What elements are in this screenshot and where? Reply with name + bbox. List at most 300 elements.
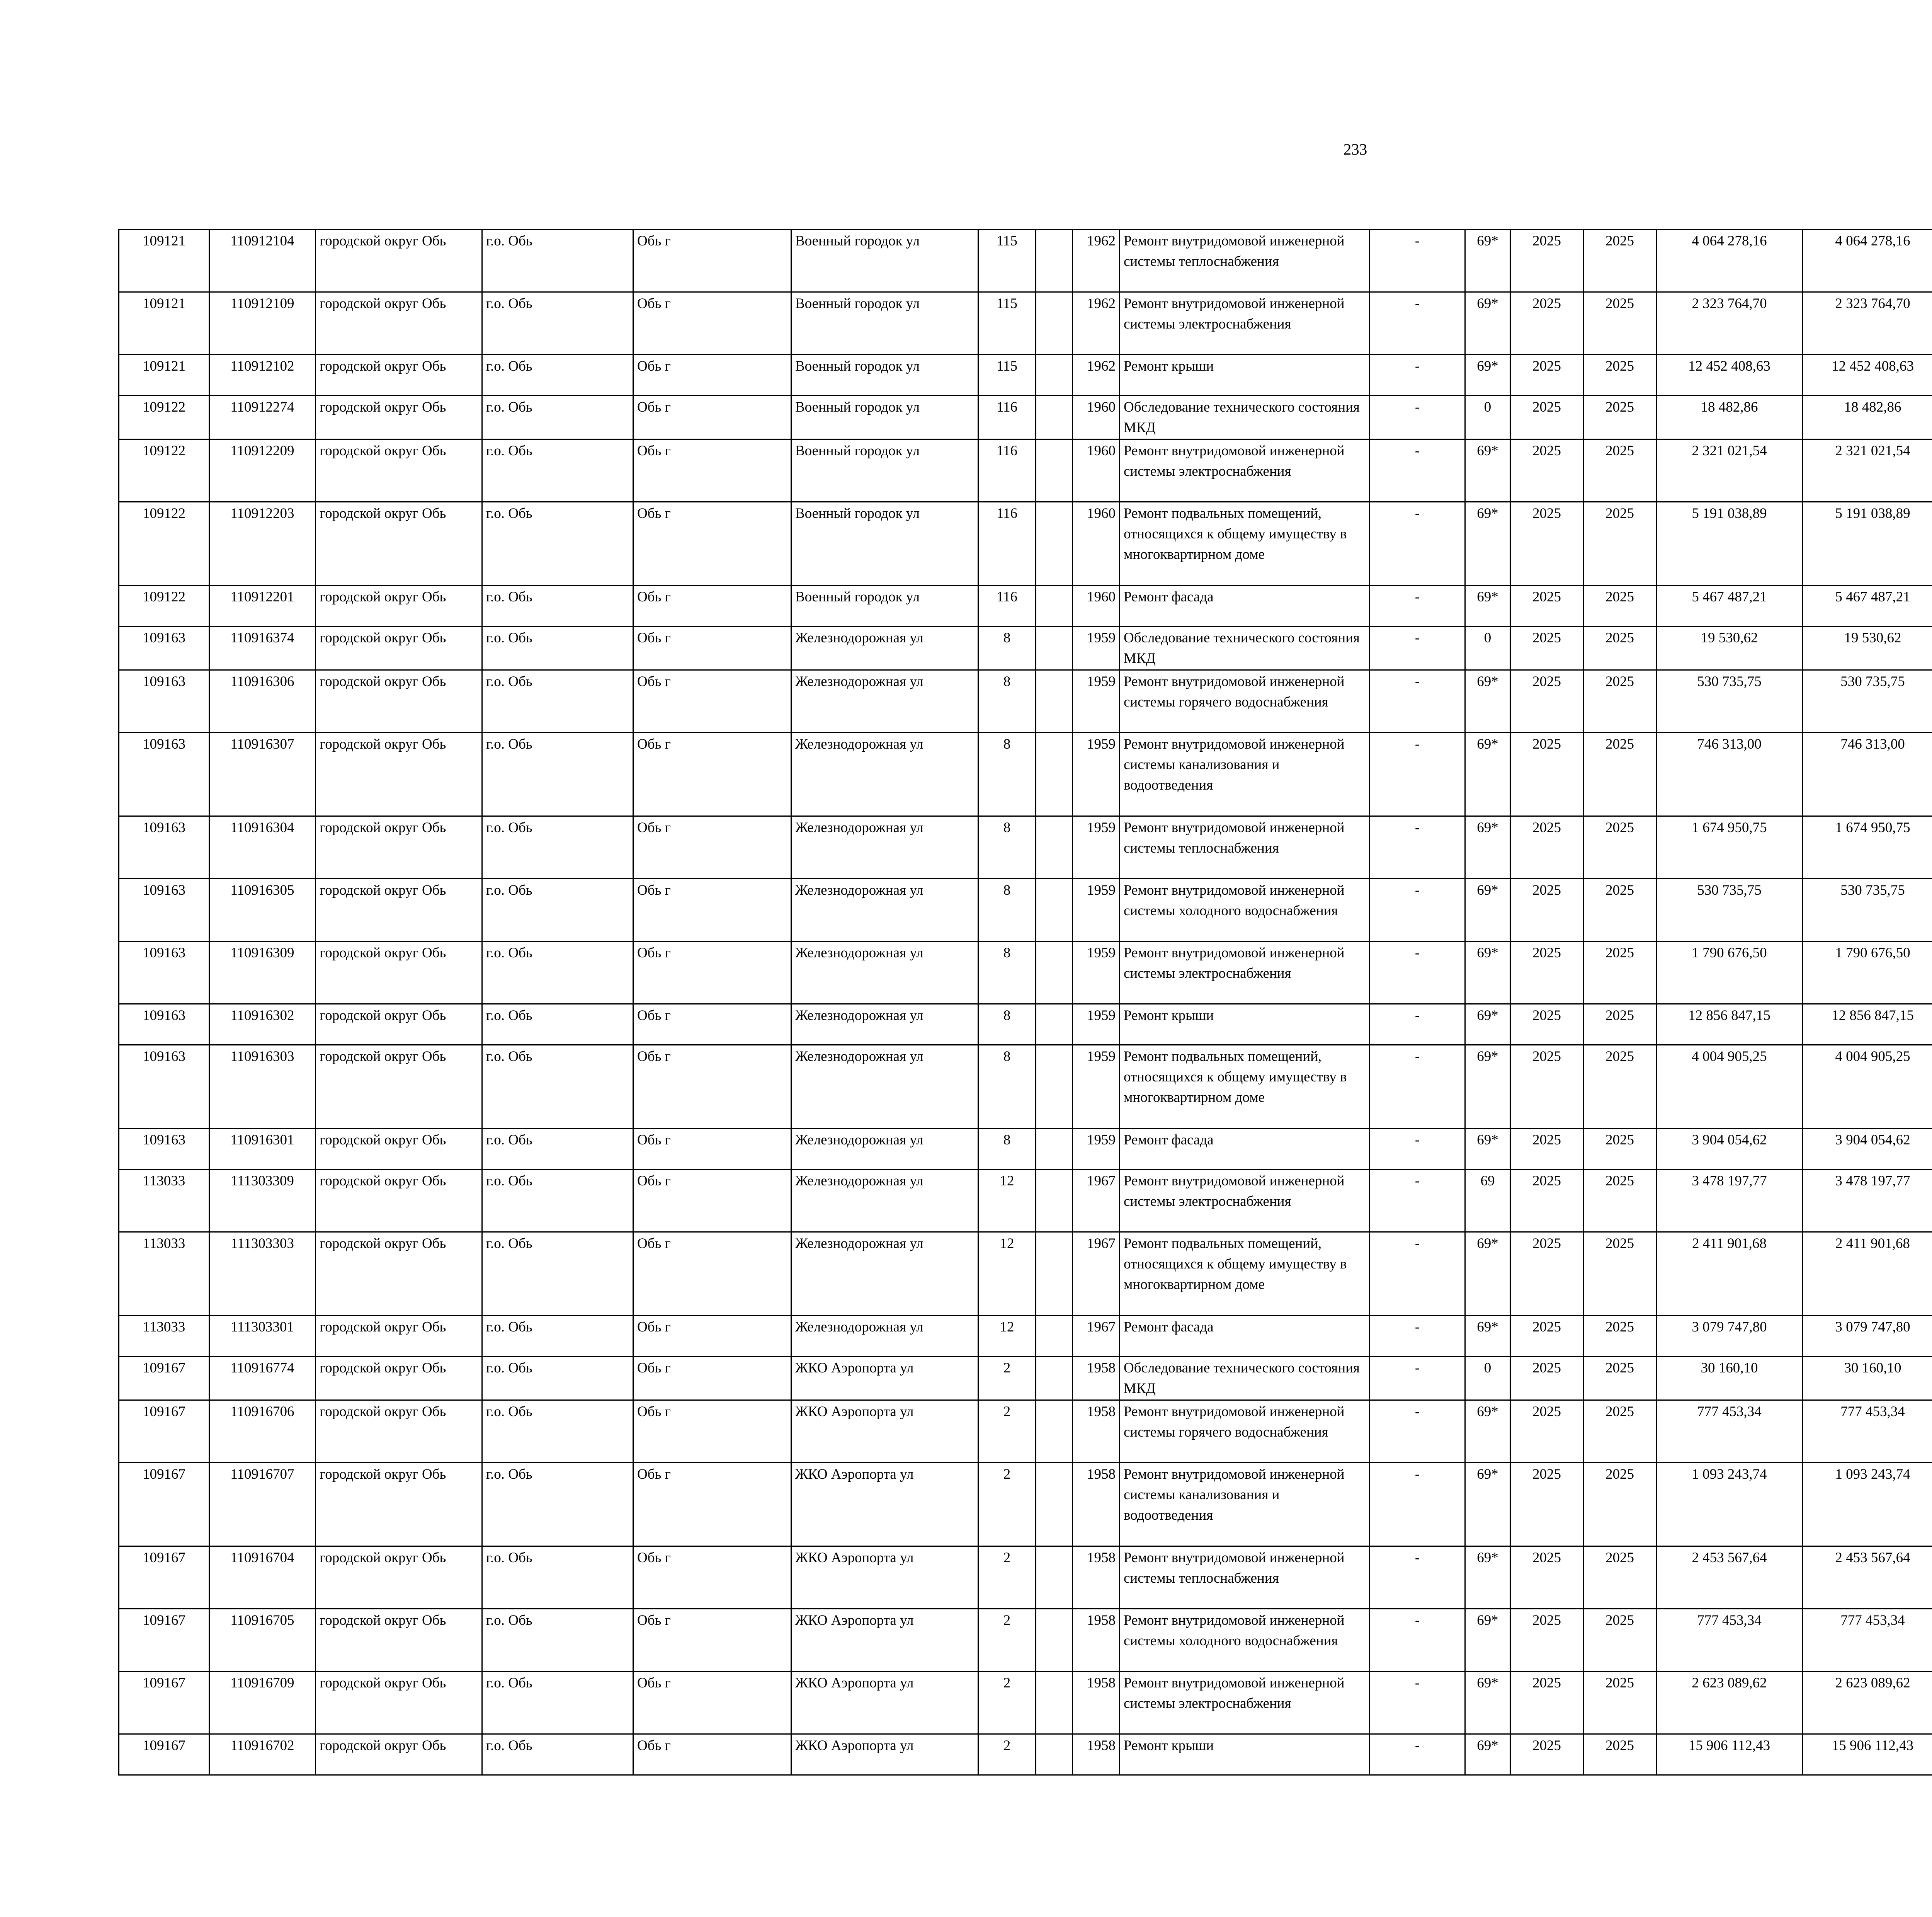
cell-municipality: городской округ Обь (316, 502, 482, 586)
cell-cost-fund: 2 321 021,54 (1803, 439, 1932, 502)
cell-year-from: 2025 (1510, 1004, 1583, 1045)
cell-cost-fund: 746 313,00 (1803, 733, 1932, 816)
cell-reg-id: 109167 (119, 1400, 209, 1463)
cell-dash: - (1370, 1734, 1465, 1775)
cell-dash: - (1370, 292, 1465, 355)
cell-year-from: 2025 (1510, 1129, 1583, 1170)
cell-cost-fund: 19 530,62 (1803, 627, 1932, 670)
cell-reg-id: 113033 (119, 1232, 209, 1316)
cell-year-to: 2025 (1583, 1357, 1656, 1400)
cell-code: 110916307 (209, 733, 316, 816)
cell-work-type: Обследование технического состояния МКД (1120, 627, 1370, 670)
cell-work-type: Ремонт внутридомовой инженерной системы теплоснабжения (1120, 230, 1370, 292)
cell-municipality-short: г.о. Обь (482, 733, 633, 816)
cell-wear: 69* (1465, 1232, 1510, 1316)
cell-house: 116 (978, 502, 1036, 586)
cell-year-built: 1958 (1073, 1400, 1120, 1463)
cell-building (1036, 627, 1073, 670)
cell-cost: 746 313,00 (1656, 733, 1803, 816)
table-row (119, 879, 1932, 941)
cell-municipality: городской округ Обь (316, 439, 482, 502)
cell-locality: Обь г (633, 439, 791, 502)
cell-building (1036, 1004, 1073, 1045)
cell-cost-fund: 3 079 747,80 (1803, 1316, 1932, 1357)
cell-locality: Обь г (633, 1170, 791, 1232)
cell-work-type: Ремонт крыши (1120, 355, 1370, 396)
cell-year-built: 1960 (1073, 396, 1120, 439)
cell-code: 110916706 (209, 1400, 316, 1463)
cell-wear: 69* (1465, 733, 1510, 816)
cell-wear: 69* (1465, 586, 1510, 627)
cell-building (1036, 1316, 1073, 1357)
cell-locality: Обь г (633, 1004, 791, 1045)
cell-year-built: 1959 (1073, 1129, 1120, 1170)
cell-street: Военный городок ул (791, 396, 978, 439)
cell-street: ЖКО Аэропорта ул (791, 1734, 978, 1775)
cell-year-from: 2025 (1510, 1609, 1583, 1672)
cell-building (1036, 292, 1073, 355)
cell-municipality-short: г.о. Обь (482, 941, 633, 1004)
cell-work-type: Ремонт крыши (1120, 1004, 1370, 1045)
cell-year-to: 2025 (1583, 670, 1656, 733)
cell-cost-fund: 4 004 905,25 (1803, 1045, 1932, 1129)
table-body (119, 230, 1932, 1775)
cell-year-from: 2025 (1510, 816, 1583, 879)
cell-building (1036, 1463, 1073, 1546)
cell-municipality: городской округ Обь (316, 355, 482, 396)
cell-dash: - (1370, 396, 1465, 439)
cell-code: 110912201 (209, 586, 316, 627)
cell-year-from: 2025 (1510, 502, 1583, 586)
cell-house: 2 (978, 1672, 1036, 1734)
cell-municipality-short: г.о. Обь (482, 439, 633, 502)
cell-municipality-short: г.о. Обь (482, 816, 633, 879)
cell-year-built: 1960 (1073, 586, 1120, 627)
cell-cost-fund: 2 323 764,70 (1803, 292, 1932, 355)
cell-dash: - (1370, 355, 1465, 396)
cell-year-built: 1959 (1073, 879, 1120, 941)
cell-reg-id: 109163 (119, 1045, 209, 1129)
cell-year-from: 2025 (1510, 396, 1583, 439)
cell-wear: 69* (1465, 502, 1510, 586)
cell-reg-id: 109122 (119, 586, 209, 627)
cell-dash: - (1370, 230, 1465, 292)
cell-dash: - (1370, 627, 1465, 670)
cell-municipality-short: г.о. Обь (482, 1316, 633, 1357)
cell-cost: 3 904 054,62 (1656, 1129, 1803, 1170)
cell-building (1036, 1232, 1073, 1316)
cell-cost-fund: 2 411 901,68 (1803, 1232, 1932, 1316)
cell-street: Железнодорожная ул (791, 1129, 978, 1170)
cell-building (1036, 1357, 1073, 1400)
cell-year-from: 2025 (1510, 1546, 1583, 1609)
cell-wear: 69* (1465, 439, 1510, 502)
cell-year-from: 2025 (1510, 1734, 1583, 1775)
cell-work-type: Ремонт внутридомовой инженерной системы электроснабжения (1120, 1672, 1370, 1734)
cell-code: 110912109 (209, 292, 316, 355)
cell-year-to: 2025 (1583, 733, 1656, 816)
cell-building (1036, 1400, 1073, 1463)
cell-locality: Обь г (633, 502, 791, 586)
cell-year-from: 2025 (1510, 1672, 1583, 1734)
cell-year-from: 2025 (1510, 1357, 1583, 1400)
cell-house: 8 (978, 1045, 1036, 1129)
table-row (119, 1129, 1932, 1170)
cell-year-to: 2025 (1583, 230, 1656, 292)
cell-building (1036, 733, 1073, 816)
cell-year-from: 2025 (1510, 355, 1583, 396)
cell-cost: 4 004 905,25 (1656, 1045, 1803, 1129)
cell-municipality: городской округ Обь (316, 941, 482, 1004)
cell-cost: 2 453 567,64 (1656, 1546, 1803, 1609)
cell-reg-id: 109167 (119, 1357, 209, 1400)
cell-wear: 69* (1465, 1672, 1510, 1734)
cell-code: 110916304 (209, 816, 316, 879)
cell-cost-fund: 4 064 278,16 (1803, 230, 1932, 292)
cell-municipality: городской округ Обь (316, 1316, 482, 1357)
cell-cost: 30 160,10 (1656, 1357, 1803, 1400)
table-row (119, 396, 1932, 439)
cell-house: 8 (978, 1004, 1036, 1045)
table-row (119, 1170, 1932, 1232)
cell-street: Военный городок ул (791, 292, 978, 355)
cell-dash: - (1370, 1316, 1465, 1357)
cell-wear: 69* (1465, 1734, 1510, 1775)
cell-municipality-short: г.о. Обь (482, 355, 633, 396)
table-row (119, 1672, 1932, 1734)
cell-street: ЖКО Аэропорта ул (791, 1463, 978, 1546)
cell-year-from: 2025 (1510, 1045, 1583, 1129)
cell-cost-fund: 1 790 676,50 (1803, 941, 1932, 1004)
cell-dash: - (1370, 816, 1465, 879)
cell-cost: 2 321 021,54 (1656, 439, 1803, 502)
cell-dash: - (1370, 1546, 1465, 1609)
cell-dash: - (1370, 941, 1465, 1004)
cell-cost-fund: 530 735,75 (1803, 879, 1932, 941)
cell-house: 12 (978, 1316, 1036, 1357)
cell-code: 110916705 (209, 1609, 316, 1672)
cell-cost: 530 735,75 (1656, 879, 1803, 941)
cell-municipality: городской округ Обь (316, 230, 482, 292)
table-row (119, 1546, 1932, 1609)
table-row (119, 1357, 1932, 1400)
cell-cost: 3 478 197,77 (1656, 1170, 1803, 1232)
cell-year-built: 1960 (1073, 439, 1120, 502)
table-row (119, 439, 1932, 502)
cell-code: 110912104 (209, 230, 316, 292)
cell-wear: 69* (1465, 1546, 1510, 1609)
cell-wear: 69* (1465, 1129, 1510, 1170)
cell-cost: 5 191 038,89 (1656, 502, 1803, 586)
cell-work-type: Ремонт внутридомовой инженерной системы канализования и водоотведения (1120, 1463, 1370, 1546)
cell-street: Военный городок ул (791, 502, 978, 586)
cell-reg-id: 109163 (119, 627, 209, 670)
cell-cost-fund: 777 453,34 (1803, 1400, 1932, 1463)
table-row (119, 733, 1932, 816)
cell-reg-id: 109121 (119, 355, 209, 396)
cell-reg-id: 109163 (119, 1129, 209, 1170)
cell-house: 8 (978, 941, 1036, 1004)
cell-wear: 69* (1465, 1463, 1510, 1546)
cell-year-built: 1959 (1073, 941, 1120, 1004)
cell-work-type: Ремонт внутридомовой инженерной системы электроснабжения (1120, 941, 1370, 1004)
cell-wear: 69* (1465, 1004, 1510, 1045)
cell-reg-id: 109122 (119, 439, 209, 502)
cell-house: 116 (978, 586, 1036, 627)
cell-work-type: Ремонт внутридомовой инженерной системы горячего водоснабжения (1120, 670, 1370, 733)
cell-municipality: городской округ Обь (316, 1129, 482, 1170)
cell-dash: - (1370, 1463, 1465, 1546)
table-row (119, 670, 1932, 733)
cell-house: 2 (978, 1357, 1036, 1400)
cell-building (1036, 941, 1073, 1004)
cell-year-to: 2025 (1583, 1170, 1656, 1232)
cell-municipality: городской округ Обь (316, 1546, 482, 1609)
table-row (119, 1400, 1932, 1463)
cell-locality: Обь г (633, 1672, 791, 1734)
cell-year-to: 2025 (1583, 439, 1656, 502)
cell-reg-id: 109163 (119, 670, 209, 733)
cell-locality: Обь г (633, 627, 791, 670)
cell-wear: 69* (1465, 1609, 1510, 1672)
cell-street: Железнодорожная ул (791, 1170, 978, 1232)
cell-year-from: 2025 (1510, 733, 1583, 816)
table-row (119, 355, 1932, 396)
cell-year-to: 2025 (1583, 586, 1656, 627)
cell-code: 111303301 (209, 1316, 316, 1357)
table-row (119, 816, 1932, 879)
cell-dash: - (1370, 733, 1465, 816)
cell-municipality: городской округ Обь (316, 670, 482, 733)
cell-street: Железнодорожная ул (791, 941, 978, 1004)
cell-work-type: Ремонт внутридомовой инженерной системы теплоснабжения (1120, 816, 1370, 879)
cell-wear: 69* (1465, 879, 1510, 941)
cell-year-built: 1960 (1073, 502, 1120, 586)
cell-year-built: 1958 (1073, 1609, 1120, 1672)
cell-house: 115 (978, 230, 1036, 292)
cell-reg-id: 109167 (119, 1734, 209, 1775)
cell-municipality-short: г.о. Обь (482, 1129, 633, 1170)
cell-dash: - (1370, 879, 1465, 941)
cell-year-built: 1958 (1073, 1734, 1120, 1775)
cell-locality: Обь г (633, 1129, 791, 1170)
cell-building (1036, 1672, 1073, 1734)
cell-cost-fund: 777 453,34 (1803, 1609, 1932, 1672)
cell-house: 2 (978, 1609, 1036, 1672)
cell-municipality: городской округ Обь (316, 1357, 482, 1400)
cell-wear: 69* (1465, 670, 1510, 733)
cell-street: Военный городок ул (791, 586, 978, 627)
cell-house: 2 (978, 1546, 1036, 1609)
table-row (119, 1316, 1932, 1357)
cell-work-type: Обследование технического состояния МКД (1120, 1357, 1370, 1400)
cell-dash: - (1370, 1232, 1465, 1316)
cell-street: Железнодорожная ул (791, 1045, 978, 1129)
cell-year-built: 1967 (1073, 1316, 1120, 1357)
cell-cost-fund: 2 453 567,64 (1803, 1546, 1932, 1609)
cell-year-to: 2025 (1583, 1672, 1656, 1734)
cell-reg-id: 109167 (119, 1463, 209, 1546)
cell-municipality: городской округ Обь (316, 1045, 482, 1129)
cell-cost: 777 453,34 (1656, 1400, 1803, 1463)
cell-year-to: 2025 (1583, 941, 1656, 1004)
cell-cost: 3 079 747,80 (1656, 1316, 1803, 1357)
cell-cost-fund: 3 478 197,77 (1803, 1170, 1932, 1232)
cell-wear: 69* (1465, 1400, 1510, 1463)
cell-year-from: 2025 (1510, 1170, 1583, 1232)
table-row (119, 586, 1932, 627)
cell-cost-fund: 18 482,86 (1803, 396, 1932, 439)
cell-year-built: 1962 (1073, 355, 1120, 396)
cell-building (1036, 1609, 1073, 1672)
cell-year-to: 2025 (1583, 1546, 1656, 1609)
cell-street: Железнодорожная ул (791, 879, 978, 941)
table-row (119, 292, 1932, 355)
cell-year-from: 2025 (1510, 1232, 1583, 1316)
cell-locality: Обь г (633, 1232, 791, 1316)
cell-dash: - (1370, 1004, 1465, 1045)
cell-year-from: 2025 (1510, 292, 1583, 355)
cell-municipality-short: г.о. Обь (482, 879, 633, 941)
cell-reg-id: 113033 (119, 1170, 209, 1232)
cell-house: 2 (978, 1734, 1036, 1775)
cell-house: 116 (978, 396, 1036, 439)
cell-work-type: Ремонт фасада (1120, 1129, 1370, 1170)
cell-year-to: 2025 (1583, 879, 1656, 941)
cell-cost: 4 064 278,16 (1656, 230, 1803, 292)
capital-repair-table (118, 229, 1932, 1776)
cell-street: Железнодорожная ул (791, 1004, 978, 1045)
cell-municipality: городской округ Обь (316, 1400, 482, 1463)
cell-reg-id: 109167 (119, 1672, 209, 1734)
cell-municipality: городской округ Обь (316, 1232, 482, 1316)
cell-house: 115 (978, 292, 1036, 355)
cell-street: ЖКО Аэропорта ул (791, 1400, 978, 1463)
cell-reg-id: 109121 (119, 230, 209, 292)
cell-year-built: 1959 (1073, 627, 1120, 670)
cell-work-type: Ремонт внутридомовой инженерной системы электроснабжения (1120, 1170, 1370, 1232)
table-row (119, 1463, 1932, 1546)
cell-work-type: Ремонт внутридомовой инженерной системы горячего водоснабжения (1120, 1400, 1370, 1463)
cell-year-built: 1962 (1073, 230, 1120, 292)
cell-reg-id: 109163 (119, 879, 209, 941)
cell-code: 110916702 (209, 1734, 316, 1775)
cell-cost-fund: 1 093 243,74 (1803, 1463, 1932, 1546)
cell-municipality: городской округ Обь (316, 816, 482, 879)
cell-work-type: Обследование технического состояния МКД (1120, 396, 1370, 439)
cell-dash: - (1370, 1609, 1465, 1672)
cell-code: 110912102 (209, 355, 316, 396)
cell-municipality-short: г.о. Обь (482, 1045, 633, 1129)
cell-municipality-short: г.о. Обь (482, 1400, 633, 1463)
cell-building (1036, 502, 1073, 586)
cell-street: ЖКО Аэропорта ул (791, 1357, 978, 1400)
cell-dash: - (1370, 1672, 1465, 1734)
cell-year-from: 2025 (1510, 879, 1583, 941)
cell-year-built: 1958 (1073, 1546, 1120, 1609)
cell-year-to: 2025 (1583, 1734, 1656, 1775)
cell-work-type: Ремонт внутридомовой инженерной системы электроснабжения (1120, 292, 1370, 355)
cell-cost-fund: 3 904 054,62 (1803, 1129, 1932, 1170)
cell-year-from: 2025 (1510, 586, 1583, 627)
cell-house: 8 (978, 627, 1036, 670)
cell-code: 110916301 (209, 1129, 316, 1170)
cell-locality: Обь г (633, 879, 791, 941)
cell-locality: Обь г (633, 670, 791, 733)
cell-code: 111303309 (209, 1170, 316, 1232)
cell-house: 12 (978, 1232, 1036, 1316)
cell-building (1036, 355, 1073, 396)
cell-year-built: 1959 (1073, 1045, 1120, 1129)
cell-building (1036, 1045, 1073, 1129)
cell-locality: Обь г (633, 1546, 791, 1609)
cell-municipality-short: г.о. Обь (482, 230, 633, 292)
cell-cost: 12 856 847,15 (1656, 1004, 1803, 1045)
cell-year-from: 2025 (1510, 439, 1583, 502)
cell-dash: - (1370, 670, 1465, 733)
cell-code: 111303303 (209, 1232, 316, 1316)
cell-year-to: 2025 (1583, 627, 1656, 670)
cell-year-built: 1962 (1073, 292, 1120, 355)
cell-cost: 1 674 950,75 (1656, 816, 1803, 879)
cell-code: 110916374 (209, 627, 316, 670)
cell-reg-id: 109167 (119, 1609, 209, 1672)
cell-cost: 1 093 243,74 (1656, 1463, 1803, 1546)
cell-municipality: городской округ Обь (316, 1004, 482, 1045)
cell-reg-id: 109163 (119, 733, 209, 816)
cell-municipality-short: г.о. Обь (482, 1546, 633, 1609)
cell-municipality-short: г.о. Обь (482, 670, 633, 733)
table-row (119, 941, 1932, 1004)
cell-reg-id: 109122 (119, 502, 209, 586)
cell-code: 110912274 (209, 396, 316, 439)
cell-building (1036, 439, 1073, 502)
table-row (119, 1609, 1932, 1672)
cell-street: Железнодорожная ул (791, 816, 978, 879)
cell-street: ЖКО Аэропорта ул (791, 1546, 978, 1609)
cell-house: 115 (978, 355, 1036, 396)
cell-street: Железнодорожная ул (791, 1232, 978, 1316)
cell-municipality-short: г.о. Обь (482, 586, 633, 627)
cell-cost: 19 530,62 (1656, 627, 1803, 670)
cell-municipality-short: г.о. Обь (482, 1170, 633, 1232)
cell-locality: Обь г (633, 1400, 791, 1463)
cell-cost: 1 790 676,50 (1656, 941, 1803, 1004)
cell-house: 8 (978, 670, 1036, 733)
cell-house: 8 (978, 879, 1036, 941)
cell-street: Железнодорожная ул (791, 670, 978, 733)
cell-cost-fund: 5 467 487,21 (1803, 586, 1932, 627)
cell-wear: 0 (1465, 627, 1510, 670)
cell-locality: Обь г (633, 941, 791, 1004)
table-row (119, 1734, 1932, 1775)
cell-wear: 0 (1465, 1357, 1510, 1400)
cell-cost-fund: 5 191 038,89 (1803, 502, 1932, 586)
cell-work-type: Ремонт внутридомовой инженерной системы канализования и водоотведения (1120, 733, 1370, 816)
cell-building (1036, 1170, 1073, 1232)
cell-year-to: 2025 (1583, 1232, 1656, 1316)
cell-municipality: городской округ Обь (316, 1463, 482, 1546)
cell-municipality-short: г.о. Обь (482, 396, 633, 439)
cell-building (1036, 1734, 1073, 1775)
cell-cost-fund: 530 735,75 (1803, 670, 1932, 733)
cell-street: Военный городок ул (791, 355, 978, 396)
cell-dash: - (1370, 1129, 1465, 1170)
cell-municipality: городской округ Обь (316, 733, 482, 816)
cell-municipality-short: г.о. Обь (482, 627, 633, 670)
cell-year-built: 1958 (1073, 1357, 1120, 1400)
cell-year-to: 2025 (1583, 396, 1656, 439)
